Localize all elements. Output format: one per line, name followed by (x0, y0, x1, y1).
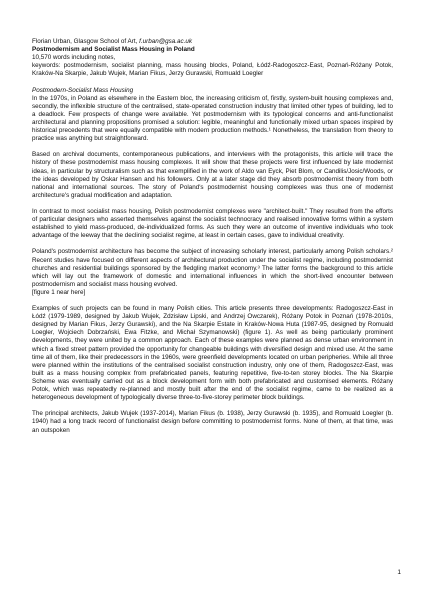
keywords: keywords: postmodernism, socialist planning, mass housing blocks, Poland, Łódź-Radogoszcz-East, Poznań-Różany Potok, Kraków-Na Skarpie, Jakub Wujek, Marian Fikus, Jerzy Gurawski, Romuald Loegler (32, 62, 393, 78)
article-title: Postmodernism and Socialist Mass Housing in Poland (32, 46, 195, 54)
document-header (32, 38, 393, 78)
body-paragraph: In the 1970s, in Poland as elsewhere in the Eastern bloc, the increasing criticism of, firstly, system-built housing complexes and, secondly, the inflexible structure of the centralised, state-operated construction industry that limited other types of building, led to a deadlock. Few prospects of change were available. Yet postmodernism with its typological concerns and anti-functionalist architectural and planning propositions promised a solution: legible, meaningful and functionally mixed urban spaces inspired by historical precedents that were equally compatible with modern production methods.¹ Nonetheless, the translation from theory to practice was anything but straightforward. (32, 94, 393, 143)
body-paragraph: In contrast to most socialist mass housing, Polish postmodernist complexes were "architect-built." They resulted from the efforts of particular designers who asserted themselves against the socialist technocracy and realised innovative forms within a system established to yield mass-produced, de-individualized forms. As such they were an outcome of inventive individuals who took advantage of the leeway that the declining socialist regime, at least in certain cases, gave to individual creativity. (32, 207, 393, 240)
body-paragraph: Based on archival documents, contemporaneous publications, and interviews with the protagonists, this article will trace the history of these postmodernist mass housing complexes. It will show that these projects were first influenced by late modernist ideas, in particular by structuralism such as that exemplified in the work of Aldo van Eyck, Piet Blom, or Candilis/Josic/Woods, or the ideas developed by Oskar Hansen and his followers. Only at a later stage did they absorb postmodernist theory from both national and international sources. The story of Poland's postmodernist housing complexes was thus one of modernist architecture's gradual modification and adaptation. (32, 151, 393, 199)
body-paragraph: The principal architects, Jakub Wujek (1937-2014), Marian Fikus (b. 1938), Jerzy Gurawski (b. 1935), and Romuald Loegler (b. 1940) had a long track record of functionalist design before committing to postmodernist forms. None of them, at that time, was an outspoken (32, 410, 393, 434)
author-affiliation: Florian Urban, Glasgow School of Art, (32, 38, 138, 45)
body-paragraph: Poland's postmodernist architecture has become the subject of increasing scholarly interest, particularly among Polish scholars.² Recent studies have focused on different aspects of architectural production under the socialist regime, including postmodernist churches and residential buildings sponsored by the fledgling market economy.³ The latter forms the background to this article which will lay out the framework of domestic and international influences in which the short-lived encounter between postmodernism and socialist mass housing evolved. (32, 248, 393, 288)
author-email[interactable]: f.urban@gsa.ac.uk (139, 38, 193, 45)
figure-placeholder: [figure 1 near here] (32, 288, 86, 296)
word-count: 10,570 words including notes, (32, 54, 116, 62)
page-number: 1 (397, 569, 401, 576)
body-paragraph: Examples of such projects can be found in many Polish cities. This article presents three developments: Radogoszcz-East in Łódź (1979-1989, designed by Jakub Wujek, Zdzisław Lipski, and Andrzej Owczarek), Różany Potok in Poznań (1978-2010s, designed by Marian Fikus, Jerzy Gurawski), and the Na Skarpie Estate in Kraków-Nowa Huta (1987-95, designed by Romuald Loegler, Wojciech Dobrzański, Ewa Fitzke, and Michał Szymanowski) (figure 1). As well as being particularly prominent developments, they were united by a common approach. Each of these examples were planned as dense urban environment in which a fixed street pattern provided the opportunity for changeable buildings with diversified design and mixed use. At the same time all of them, like their predecessors in the 1960s, were greenfield developments located on urban peripheries. While all three were planned within the institutions of the centralised socialist construction industry, only one of them, Radogoszcz-East, was built as a mass housing complex from prefabricated panels, featuring repetitive, five-to-ten storey blocks. The Na Skarpie Scheme was eventually carried out as a block development form with both prefabricated and customised elements. Różany Potok, which was repeatedly re-planned and mostly built after the end of the socialist regime, came to be realized as a heterogeneous development of typologically diverse three-to-five-storey perimeter block buildings. (32, 305, 393, 402)
author-line (32, 38, 393, 46)
section-heading: Postmodern-Socialist Mass Housing (32, 86, 134, 94)
